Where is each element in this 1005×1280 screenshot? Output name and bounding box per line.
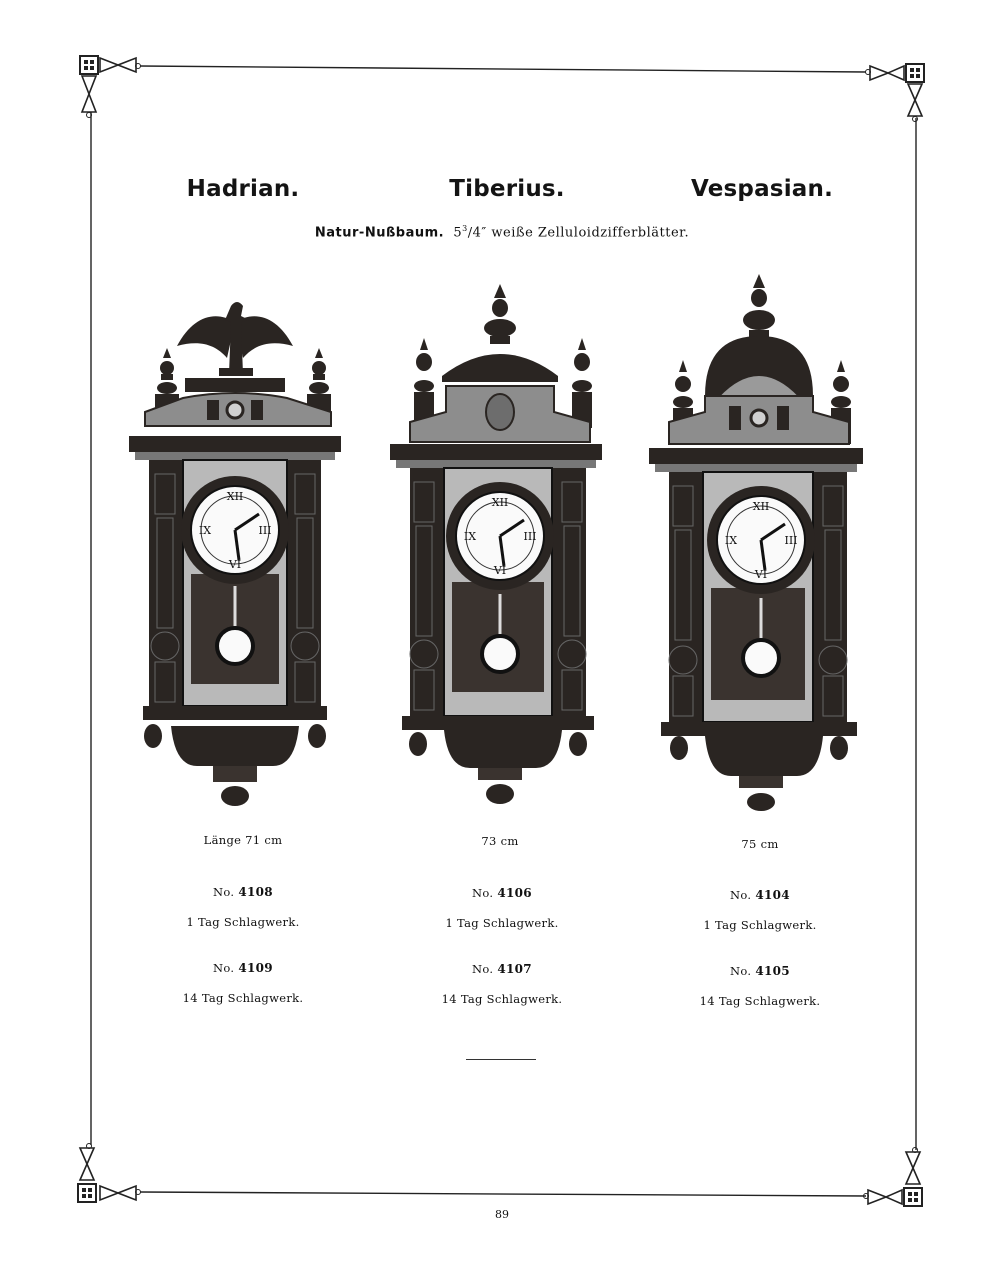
model-number-4106 [392, 886, 612, 900]
clock-image-tiberius [386, 282, 606, 810]
clock-image-vespasian [645, 272, 867, 812]
model-number: 4109 [238, 961, 273, 975]
eagle-crest [177, 302, 293, 376]
title-hadrian: Hadrian. [186, 176, 300, 202]
svg-text:IX: IX [724, 534, 738, 547]
model-number: 4107 [497, 962, 532, 976]
no-prefix: No. [472, 962, 494, 976]
no-prefix: No. [213, 885, 235, 899]
dial-description: /4″ weiße Zelluloidzifferblätter. [467, 225, 690, 241]
dial-size-whole: 5 [453, 225, 463, 241]
svg-text:VI: VI [493, 564, 507, 577]
svg-text:XII: XII [491, 496, 509, 509]
dial-size-sup: 3 [462, 224, 468, 233]
model-number-4107 [392, 962, 612, 976]
page-number: 89 [495, 1208, 509, 1221]
svg-text:III: III [258, 524, 272, 537]
model-number-4104 [650, 888, 870, 902]
model-number: 4106 [497, 886, 532, 900]
movement-desc: 14 Tag Schlagwerk. [441, 992, 563, 1006]
corner-ornament-top-left [80, 56, 141, 118]
no-prefix: No. [472, 886, 494, 900]
length-tiberius: 73 cm [481, 834, 519, 848]
svg-text:IX: IX [198, 524, 212, 537]
movement-desc: 1 Tag Schlagwerk. [445, 916, 559, 930]
model-number-4108 [133, 885, 353, 899]
svg-text:XII: XII [226, 490, 244, 503]
no-prefix: No. [730, 964, 752, 978]
material-name: Natur-Nußbaum. [314, 225, 445, 241]
clock-image-hadrian [125, 296, 345, 812]
model-number-4105 [650, 964, 870, 978]
model-number: 4105 [755, 964, 790, 978]
svg-text:III: III [784, 534, 798, 547]
length-vespasian: 75 cm [741, 837, 779, 851]
corner-ornament-bottom-right [864, 1148, 923, 1207]
no-prefix: No. [730, 888, 752, 902]
material-subtitle [315, 224, 689, 240]
model-number-4109 [133, 961, 353, 975]
section-divider [466, 1059, 536, 1060]
title-tiberius: Tiberius. [449, 176, 565, 202]
movement-desc: 14 Tag Schlagwerk. [182, 991, 304, 1005]
corner-ornament-top-right [866, 64, 925, 122]
svg-text:VI: VI [754, 568, 768, 581]
movement-desc: 1 Tag Schlagwerk. [703, 918, 817, 932]
movement-desc: 14 Tag Schlagwerk. [699, 994, 821, 1008]
movement-desc: 1 Tag Schlagwerk. [186, 915, 300, 929]
svg-text:XII: XII [752, 500, 770, 513]
svg-text:IX: IX [463, 530, 477, 543]
title-vespasian: Vespasian. [690, 176, 834, 202]
model-number: 4108 [238, 885, 273, 899]
svg-text:III: III [523, 530, 537, 543]
no-prefix: No. [213, 961, 235, 975]
length-hadrian: Länge 71 cm [203, 833, 283, 847]
svg-text:VI: VI [228, 558, 242, 571]
corner-ornament-bottom-left [78, 1144, 141, 1203]
model-number: 4104 [755, 888, 790, 902]
